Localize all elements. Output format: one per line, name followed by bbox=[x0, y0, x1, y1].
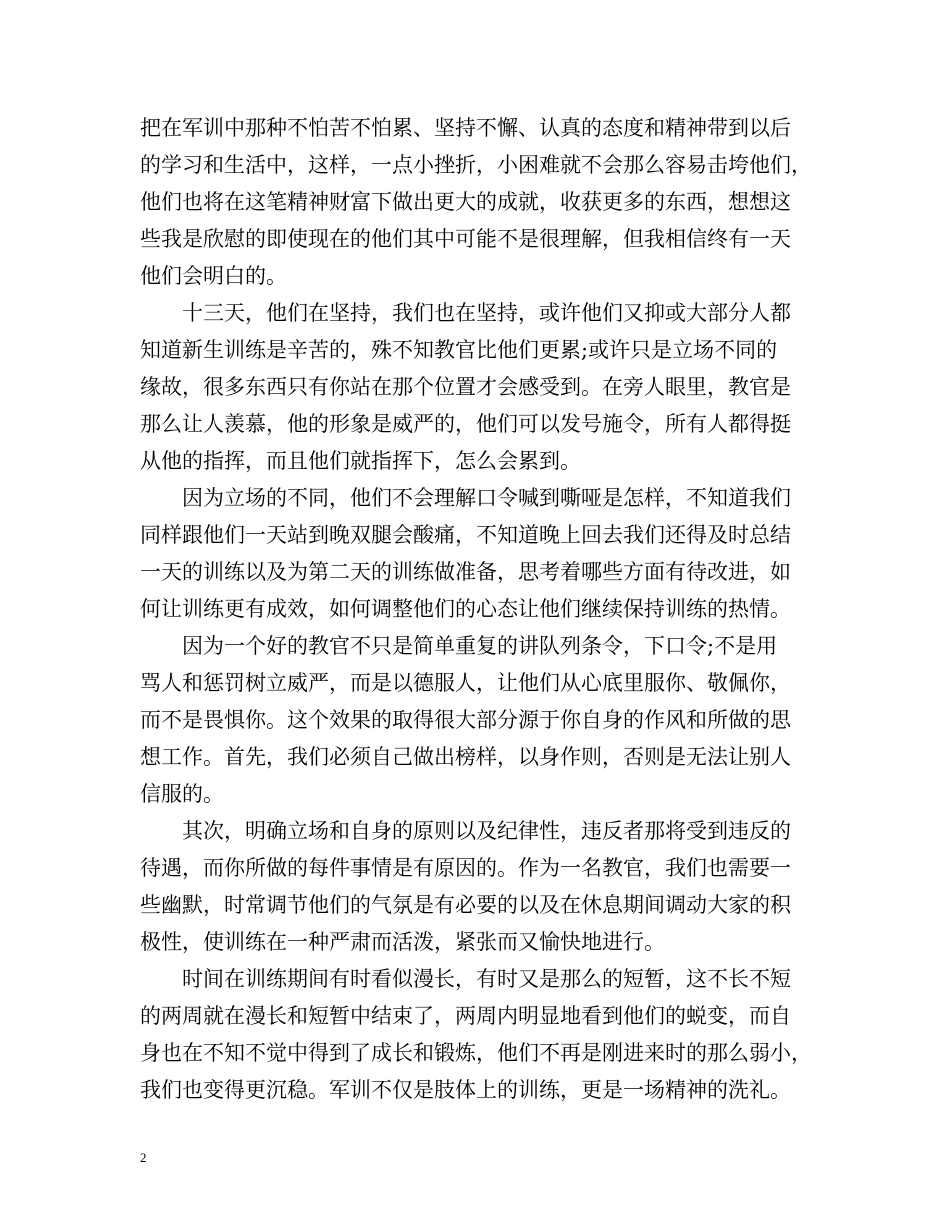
text-line: 身也在不知不觉中得到了成长和锻炼，他们不再是刚进来时的那么弱小， bbox=[140, 1041, 812, 1065]
text-line: 从他的指挥，而且他们就指挥下，怎么会累到。 bbox=[140, 449, 581, 473]
text-line: 缘故，很多东西只有你站在那个位置才会感受到。在旁人眼里，教官是 bbox=[140, 375, 791, 399]
text-line: 他们会明白的。 bbox=[140, 264, 287, 288]
text-line: 把在军训中那种不怕苦不怕累、坚持不懈、认真的态度和精神带到以后 bbox=[140, 116, 791, 140]
text-line: 因为立场的不同，他们不会理解口令喊到嘶哑是怎样，不知道我们 bbox=[182, 486, 791, 510]
text-line: 的学习和生活中，这样，一点小挫折，小困难就不会那么容易击垮他们， bbox=[140, 153, 812, 177]
text-line: 知道新生训练是辛苦的，殊不知教官比他们更累;或许只是立场不同的 bbox=[140, 338, 778, 362]
text-line: 我们也变得更沉稳。军训不仅是肢体上的训练，更是一场精神的洗礼。 bbox=[140, 1078, 791, 1102]
text-line: 时间在训练期间有时看似漫长，有时又是那么的短暂，这不长不短 bbox=[182, 967, 791, 991]
text-line: 些幽默，时常调节他们的气氛是有必要的以及在休息期间调动大家的积 bbox=[140, 893, 791, 917]
text-line: 何让训练更有成效，如何调整他们的心态让他们继续保持训练的热情。 bbox=[140, 597, 791, 621]
text-line: 些我是欣慰的即使现在的他们其中可能不是很理解，但我相信终有一天 bbox=[140, 227, 791, 251]
text-line: 一天的训练以及为第二天的训练做准备，思考着哪些方面有待改进，如 bbox=[140, 560, 791, 584]
text-line: 而不是畏惧你。这个效果的取得很大部分源于你自身的作风和所做的思 bbox=[140, 708, 791, 732]
text-line: 的两周就在漫长和短暂中结束了，两周内明显地看到他们的蜕变，而自 bbox=[140, 1004, 791, 1028]
text-line: 其次，明确立场和自身的原则以及纪律性，违反者那将受到违反的 bbox=[182, 819, 791, 843]
page-number: 2 bbox=[140, 1150, 147, 1165]
text-line: 同样跟他们一天站到晚双腿会酸痛，不知道晚上回去我们还得及时总结 bbox=[140, 523, 791, 547]
text-line: 那么让人羡慕，他的形象是威严的，他们可以发号施令，所有人都得挺 bbox=[140, 412, 791, 436]
text-line: 想工作。首先，我们必须自己做出榜样，以身作则，否则是无法让别人 bbox=[140, 745, 791, 769]
text-line: 十三天，他们在坚持，我们也在坚持，或许他们又抑或大部分人都 bbox=[182, 301, 791, 325]
text-line: 待遇，而你所做的每件事情是有原因的。作为一名教官，我们也需要一 bbox=[140, 856, 791, 880]
text-line: 因为一个好的教官不只是简单重复的讲队列条令，下口令;不是用 bbox=[182, 634, 778, 658]
text-line: 信服的。 bbox=[140, 782, 224, 806]
text-line: 他们也将在这笔精神财富下做出更大的成就，收获更多的东西，想想这 bbox=[140, 190, 791, 214]
text-line: 骂人和惩罚树立威严，而是以德服人，让他们从心底里服你、敬佩你， bbox=[140, 671, 791, 695]
text-line: 极性，使训练在一种严肃而活泼，紧张而又愉快地进行。 bbox=[140, 930, 665, 954]
